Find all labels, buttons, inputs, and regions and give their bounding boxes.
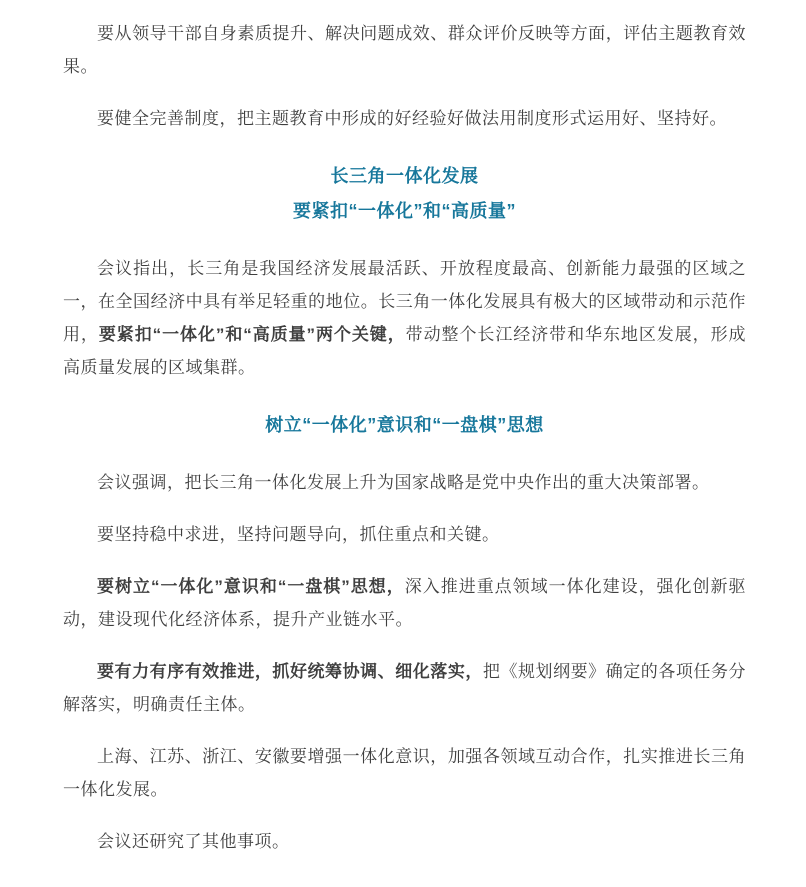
text-run: 深入推进重点领域一体化建设，强化创新驱动，建设现代化经济体系，提升产业链水平。 [63, 577, 747, 629]
text-run: 带动整个长江经济带和华东地区发展，形成高质量发展的区域集群。 [63, 325, 747, 377]
paragraph [63, 655, 746, 721]
bold-text-run: 要树立“一体化”意识和“一盘棋”思想， [97, 577, 405, 596]
text-run: 上海、江苏、浙江、安徽要增强一体化意识，加强各领域互动合作，扎实推进长三角一体化发展。 [63, 747, 746, 799]
text-run: 把《规划纲要》确定的各项任务分解落实，明确责任主体。 [63, 662, 747, 714]
bold-text-run: 要紧扣“一体化”和“高质量”两个关键， [98, 325, 406, 344]
text-run: 会议还研究了其他事项。 [97, 832, 290, 851]
paragraph [63, 570, 746, 636]
bold-text-run: 要有力有序有效推进，抓好统筹协调、细化落实， [97, 662, 483, 681]
paragraph [63, 252, 746, 384]
text-run: 会议指出，长三角是我国经济发展最活跃、开放程度最高、创新能力最强的区域之一，在全国经济中具有举足轻重的地位。长三角一体化发展具有极大的区域带动和示范作用， [63, 259, 746, 344]
section-heading-line: 长三角一体化发展 [330, 166, 479, 186]
document-body [63, 17, 746, 858]
text-run: 要坚持稳中求进，坚持问题导向，抓住重点和关键。 [97, 525, 500, 544]
paragraph [63, 102, 746, 135]
paragraph [63, 518, 746, 551]
section-heading-line: 要紧扣“一体化”和“高质量” [293, 201, 516, 221]
paragraph [63, 825, 746, 858]
section-heading-line: 树立“一体化”意识和“一盘棋”思想 [265, 415, 544, 435]
text-run: 要从领导干部自身素质提升、解决问题成效、群众评价反映等方面，评估主题教育效果。 [63, 24, 746, 76]
text-run: 会议强调，把长三角一体化发展上升为国家战略是党中央作出的重大决策部署。 [97, 473, 710, 492]
text-run: 要健全完善制度，把主题教育中形成的好经验好做法用制度形式运用好、坚持好。 [97, 109, 727, 128]
paragraph [63, 17, 746, 83]
section-heading [63, 159, 746, 229]
paragraph [63, 740, 746, 806]
section-heading [63, 408, 746, 443]
paragraph [63, 466, 746, 499]
